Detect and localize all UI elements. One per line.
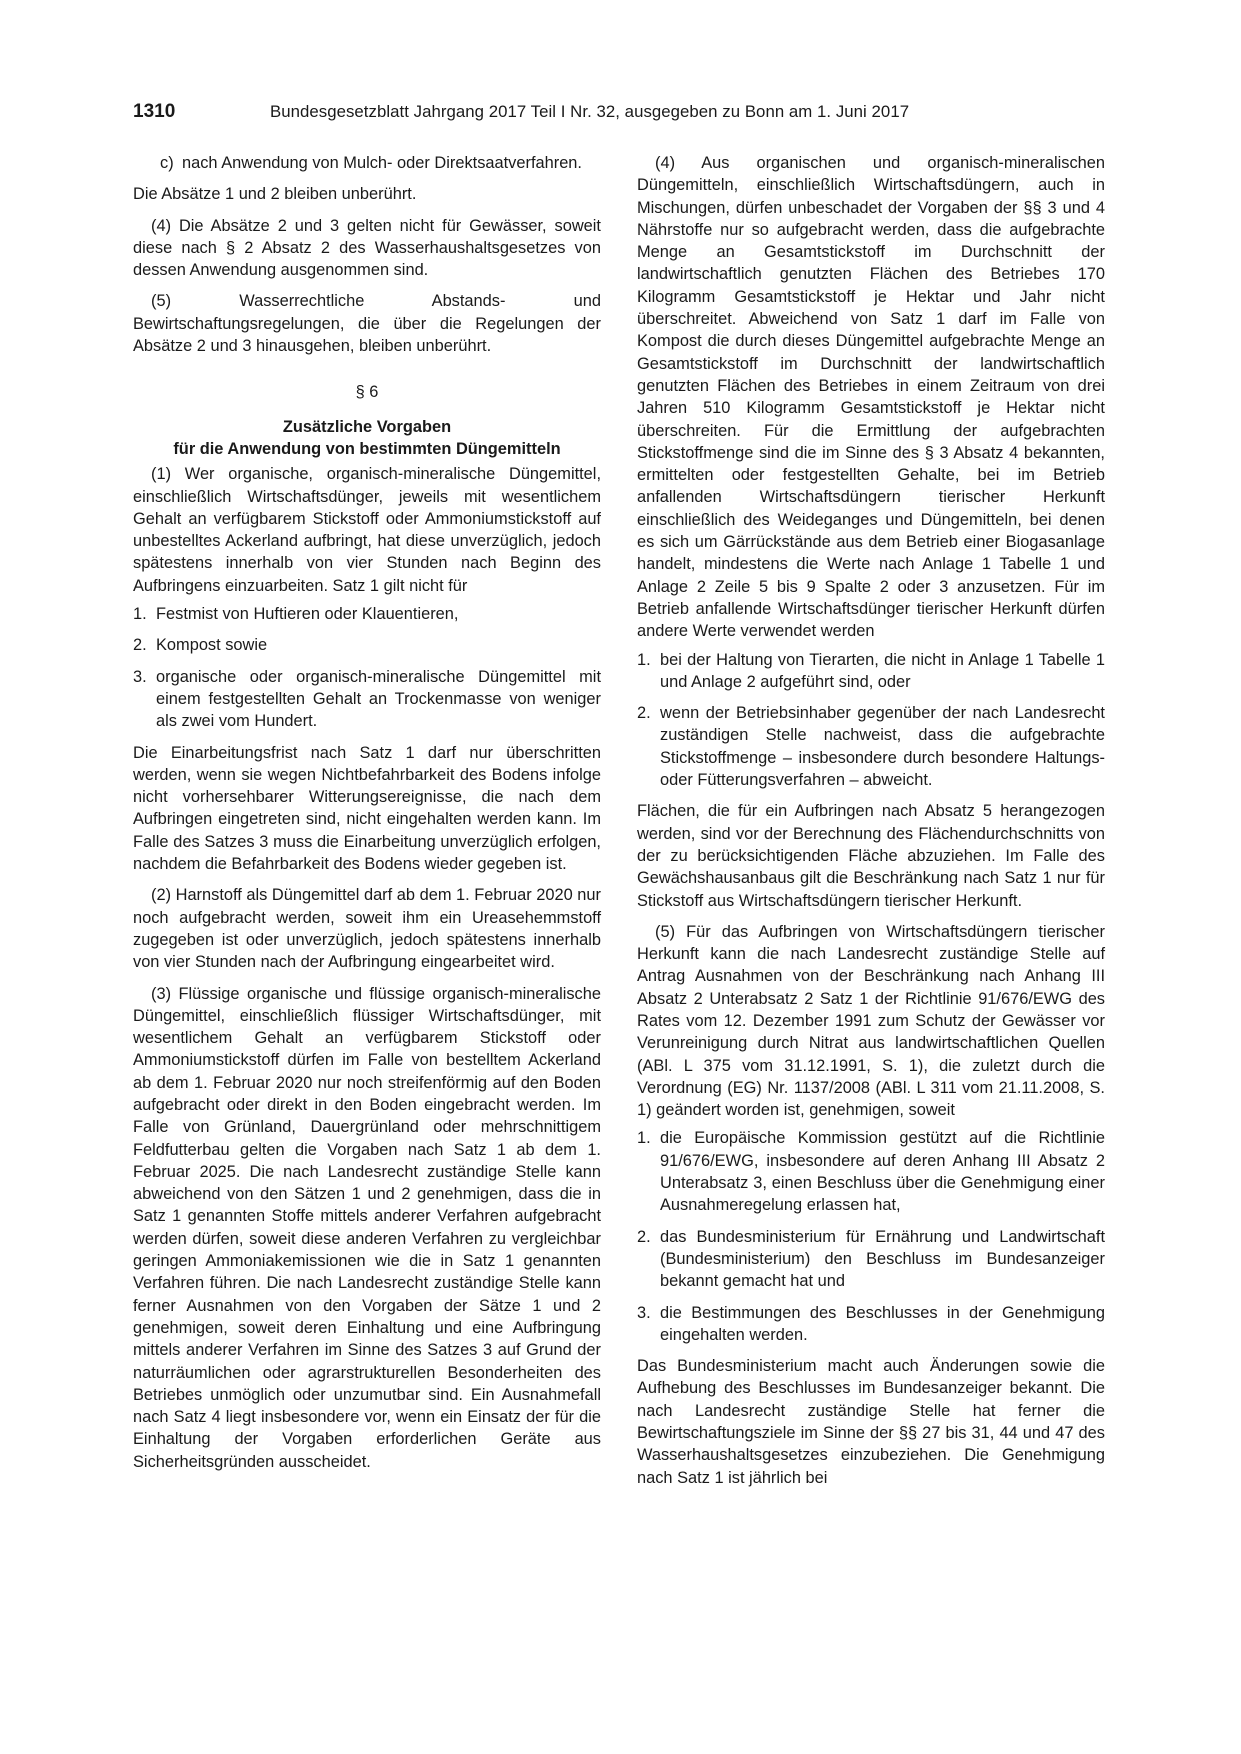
list-item-number: 1. [133, 605, 147, 624]
paragraph: Die Einarbeitungsfrist nach Satz 1 darf nur überschritten werden, wenn sie wegen Nichtbefahrbarkeit des Bodens infolge nicht vorhersehbarer Witterungsereignisse, die nach dem Aufbringen eingetreten sind, nicht eingehalten werden kann. Im Falle des Satzes 3 muss die Einarbeitung unverzüglich erfolgen, nachdem die Befahrbarkeit des Bodens wieder gegeben ist. [133, 743, 601, 874]
list-item-text: die Europäische Kommission gestützt auf die Richtlinie 91/676/EWG, insbesondere auf deren Anhang III Absatz 2 Unterabsatz 3, einen Beschluss über die Genehmigung einer Ausnahmeregelung erlassen hat, [660, 1129, 1105, 1215]
list-item-text: bei der Haltung von Tierarten, die nicht in Anlage 1 Tabelle 1 und Anlage 2 aufgeführt sind, oder [660, 650, 1105, 691]
list-item-text: organische oder organisch-mineralische Düngemittel mit einem festgestellten Gehalt an Trockenmasse von weniger als zwei vom Hundert. [156, 667, 601, 731]
list-item-number: 1. [637, 650, 651, 669]
list-item [133, 634, 601, 656]
section-title-line: Zusätzliche Vorgaben [282, 417, 452, 436]
list-item-text: das Bundesministerium für Ernährung und Landwirtschaft (Bundesministerium) den Beschluss im Bundesanzeiger bekannt gemacht hat und [660, 1227, 1105, 1291]
list-item-text: die Bestimmungen des Beschlusses in der Genehmigung eingehalten werden. [660, 1303, 1105, 1344]
list-item-number: 3. [133, 667, 147, 686]
list-item-number: 1. [637, 1129, 651, 1148]
list-item-number: 3. [637, 1303, 651, 1322]
list-item [637, 1302, 1105, 1347]
list-item-number: c) [160, 154, 174, 172]
list-item [637, 702, 1105, 791]
list-item [133, 603, 601, 625]
list-item-number: 2. [637, 1227, 651, 1246]
page-header [133, 101, 1108, 125]
list-item-text: Kompost sowie [156, 636, 268, 655]
paragraph: (5) Für das Aufbringen von Wirtschaftsdüngern tierischer Herkunft kann die nach Landesrecht zuständige Stelle auf Antrag Ausnahmen von der Beschränkung nach Anhang III Absatz 2 Unterabsatz 2 Satz 1 der Richtlinie 91/676/EWG des Rates vom 12. Dezember 1991 zum Schutz der Gewässer vor Verunreinigung durch Nitrat aus landwirtschaftlichen Quellen (ABl. L 375 vom 31.12.1991, S. 1), die zuletzt durch die Verordnung (EG) Nr. 1137/2008 (ABl. L 311 vom 21.11.2008, S. 1) geändert worden ist, genehmigen, soweit [637, 922, 1105, 1120]
left-column [133, 152, 601, 1473]
section-title-line: für die Anwendung von bestimmten Düngemitteln [173, 439, 561, 458]
section-title [133, 416, 601, 461]
paragraph: (3) Flüssige organische und flüssige organisch-mineralische Düngemittel, einschließlich flüssiger Wirtschaftsdünger, mit wesentlichem Gehalt an verfügbarem Stickstoff oder Ammoniumstickstoff dürfen im Falle von bestelltem Ackerland ab dem 1. Februar 2020 nur noch streifenförmig auf den Boden aufgebracht oder direkt in den Boden eingebracht werden. Im Falle von Grünland, Dauergrünland oder mehrschnittigem Feldfutterbau gelten die Vorgaben nach Satz 1 ab dem 1. Februar 2025. Die nach Landesrecht zuständige Stelle kann abweichend von den Sätzen 1 und 2 genehmigen, dass die in Satz 1 genannten Stoffe mittels anderer Verfahren aufgebracht werden dürfen, soweit diese anderen Verfahren zu vergleichbar geringen Ammoniakemissionen wie die in Satz 1 genannten Verfahren führen. Die nach Landesrecht zuständige Stelle kann ferner Ausnahmen von den Vorgaben der Sätze 1 und 2 genehmigen, soweit deren Einhaltung und eine Aufbringung mittels anderer Verfahren im Sinne des Satzes 3 auf Grund der naturräumlichen oder agrarstrukturellen Besonderheiten des Betriebes unmöglich oder unzumutbar sind. Ein Ausnahmefall nach Satz 4 liegt insbesondere vor, wenn ein Einsatz der für die Einhaltung der Vorgaben erforderlichen Geräte aus Sicherheitsgründen ausscheidet. [133, 984, 601, 1471]
list-item [637, 649, 1105, 694]
paragraph: (2) Harnstoff als Düngemittel darf ab dem 1. Februar 2020 nur noch aufgebracht werden, soweit ihm ein Ureasehemmstoff zugegeben ist oder unverzüglich, jedoch spätestens innerhalb von vier Stunden nach der Aufbringung eingearbeitet wird. [133, 886, 601, 972]
list-item-text: wenn der Betriebsinhaber gegenüber der nach Landesrecht zuständigen Stelle nachweist, dass die aufgebrachte Stickstoffmenge – insbesondere durch besondere Haltungs- oder Fütterungsverfahren – abweicht. [660, 704, 1105, 790]
paragraph: (5) Wasserrechtliche Abstands- und Bewirtschaftungsregelungen, die über die Regelungen der Absätze 2 und 3 hinausgehen, bleiben unberührt. [133, 292, 601, 356]
list-item-text: Festmist von Huftieren oder Klauentieren, [156, 605, 459, 624]
paragraph: Das Bundesministerium macht auch Änderungen sowie die Aufhebung des Beschlusses im Bundesanzeiger bekannt. Die nach Landesrecht zuständige Stelle hat ferner die Bewirtschaftungsziele im Sinne der §§ 27 bis 31, 44 und 47 des Wasserhaushaltsgesetzes einzubeziehen. Die Genehmigung nach Satz 1 ist jährlich bei [637, 1357, 1105, 1487]
running-title: Bundesgesetzblatt Jahrgang 2017 Teil I Nr. 32, ausgegeben zu Bonn am 1. Juni 2017 [270, 102, 910, 121]
section-number: § 6 [355, 383, 379, 402]
paragraph: Flächen, die für ein Aufbringen nach Absatz 5 herangezogen werden, sind vor der Berechnung des Flächendurchschnitts von der zu berücksichtigenden Fläche abzuziehen. Im Falle des Gewächshausanbaus gilt die Beschränkung nach Satz 1 nur für Stickstoff aus Wirtschaftsdüngern tierischer Herkunft. [637, 802, 1105, 910]
page-number: 1310 [133, 101, 176, 122]
list-item-number: 2. [637, 704, 651, 723]
paragraph: (4) Die Absätze 2 und 3 gelten nicht für Gewässer, soweit diese nach § 2 Absatz 2 des Wasserhaushaltsgesetzes von dessen Anwendung ausgenommen sind. [133, 216, 601, 280]
list-item-number: 2. [133, 636, 147, 655]
paragraph: (1) Wer organische, organisch-mineralische Düngemittel, einschließlich Wirtschaftsdünger, jeweils mit wesentlichem Gehalt an verfügbarem Stickstoff oder Ammoniumstickstoff auf unbestelltes Ackerland aufbringt, hat diese unverzüglich, jedoch spätestens innerhalb von vier Stunden nach Beginn des Aufbringens einzuarbeiten. Satz 1 gilt nicht für [133, 465, 601, 595]
paragraph: (4) Aus organischen und organisch-mineralischen Düngemitteln, einschließlich Wirtschaftsdüngern, auch in Mischungen, dürfen unbeschadet der Vorgaben der §§ 3 und 4 Nährstoffe nur so aufgebracht werden, dass die aufgebrachte Menge an Gesamtstickstoff im Durchschnitt der landwirtschaftlich genutzten Flächen des Betriebes 170 Kilogramm Gesamtstickstoff je Hektar und Jahr nicht überschreitet. Abweichend von Satz 1 darf im Falle von Kompost die durch dieses Düngemittel aufgebrachte Menge an Gesamtstickstoff im Durchschnitt der landwirtschaftlich genutzten Flächen des Betriebes in einem Zeitraum von drei Jahren 510 Kilogramm Gesamtstickstoff je Hektar nicht überschreiten. Für die Ermittlung der aufgebrachten Stickstoffmenge sind die im Sinne des § 3 Absatz 4 bekannten, ermittelten oder festgestellten Gehalte, bei im Betrieb anfallenden Wirtschaftsdüngern tierischer Herkunft einschließlich des Weideganges und Düngemitteln, bei denen es sich um Gärrückstände aus dem Betrieb einer Biogasanlage handelt, mindestens die Werte nach Anlage 1 Tabelle 1 und Anlage 2 Zeile 5 bis 9 Spalte 2 oder 3 anzusetzen. Für im Betrieb anfallende Wirtschaftsdünger tierischer Herkunft dürfen andere Werte verwendet werden [637, 154, 1105, 641]
right-column [637, 152, 1105, 1489]
list-item [637, 1226, 1105, 1293]
paragraph: Die Absätze 1 und 2 bleiben unberührt. [133, 185, 417, 204]
list-item [133, 152, 601, 174]
list-item-text: nach Anwendung von Mulch- oder Direktsaatverfahren. [182, 154, 582, 172]
list-item [637, 1127, 1105, 1216]
list-item [133, 666, 601, 733]
